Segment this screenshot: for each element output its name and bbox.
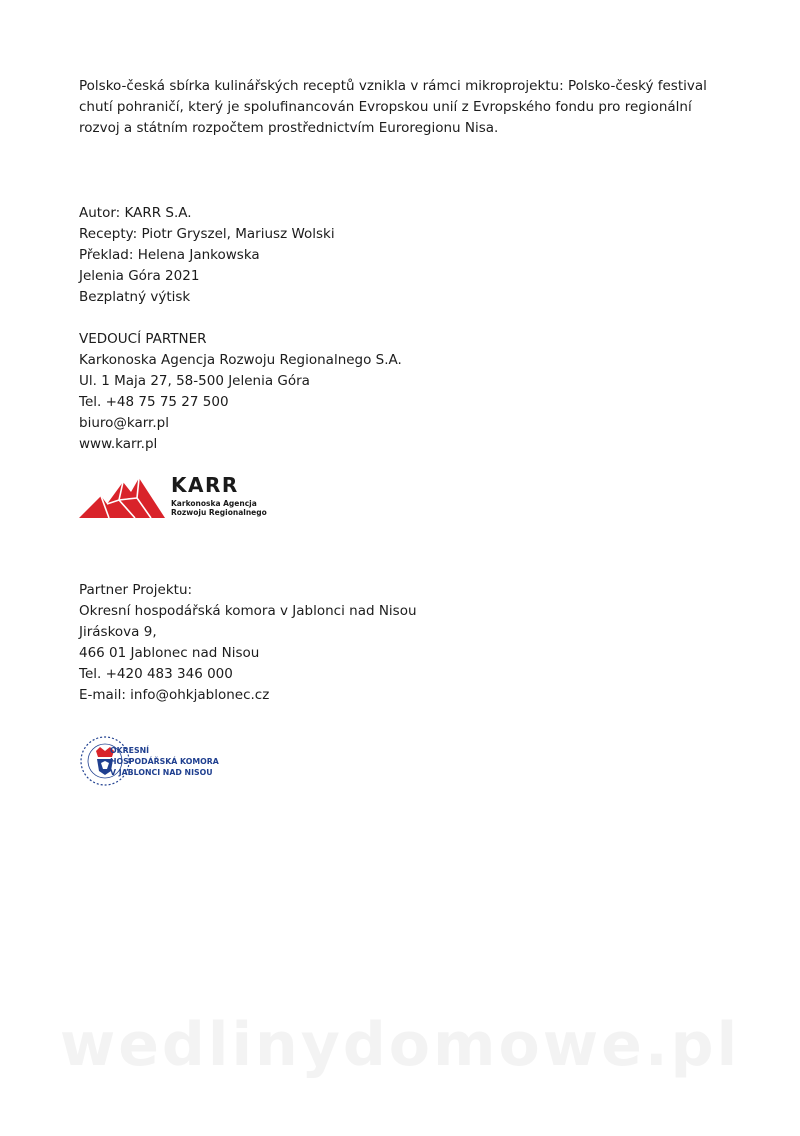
ohk-logo-line3: V JABLONCI NAD NISOU [110, 768, 213, 777]
intro-paragraph: Polsko-česká sbírka kulinářských receptů vznikla v rámci mikroprojektu: Polsko-český festival chutí pohraničí, který je spolufinancován Evropskou unií z Evropského fondu pro regionální rozvoj a státním rozpočtem prostřednictvím Euroregionu Nisa. [79, 78, 707, 136]
lead-partner-name: Karkonoska Agencja Rozwoju Regionalnego S.A. [79, 352, 402, 368]
lead-partner-heading: VEDOUCÍ PARTNER [79, 331, 207, 347]
credits-block [79, 203, 335, 308]
lead-partner-block [79, 329, 402, 455]
translation-line: Překlad: Helena Jankowska [79, 247, 260, 263]
project-partner-block [79, 580, 417, 706]
karr-logo-line2: Rozwoju Regionalnego [171, 508, 267, 517]
project-partner-heading: Partner Projektu: [79, 582, 193, 598]
lead-partner-address: Ul. 1 Maja 27, 58-500 Jelenia Góra [79, 373, 310, 389]
recipes-line: Recepty: Piotr Gryszel, Mariusz Wolski [79, 226, 335, 242]
ohk-logo-line2: HOSPODÁŘSKÁ KOMORA [110, 757, 219, 766]
karr-logo-line1: Karkonoska Agencja [171, 499, 257, 508]
ohk-logo [79, 733, 249, 789]
free-copy-line: Bezplatný výtisk [79, 289, 191, 305]
karr-mountains-icon [79, 474, 165, 520]
karr-logo-name: KARR [171, 473, 239, 497]
author-line: Autor: KARR S.A. [79, 205, 192, 221]
watermark: wedlinydomowe.pl [59, 1010, 741, 1080]
karr-logo-subtitle [171, 499, 267, 517]
lead-partner-email: biuro@karr.pl [79, 415, 169, 431]
lead-partner-web: www.karr.pl [79, 436, 158, 452]
project-partner-street: Jiráskova 9, [79, 624, 157, 640]
lead-partner-phone: Tel. +48 75 75 27 500 [79, 394, 229, 410]
ohk-logo-line1: OKRESNÍ [110, 746, 150, 755]
place-year-line: Jelenia Góra 2021 [79, 268, 200, 284]
project-partner-name: Okresní hospodářská komora v Jablonci nad Nisou [79, 603, 417, 619]
ohk-logo-text [110, 745, 219, 778]
karr-logo [79, 472, 269, 520]
project-partner-phone: Tel. +420 483 346 000 [79, 666, 233, 682]
project-partner-city: 466 01 Jablonec nad Nisou [79, 645, 260, 661]
project-partner-email: E-mail: info@ohkjablonec.cz [79, 687, 270, 703]
